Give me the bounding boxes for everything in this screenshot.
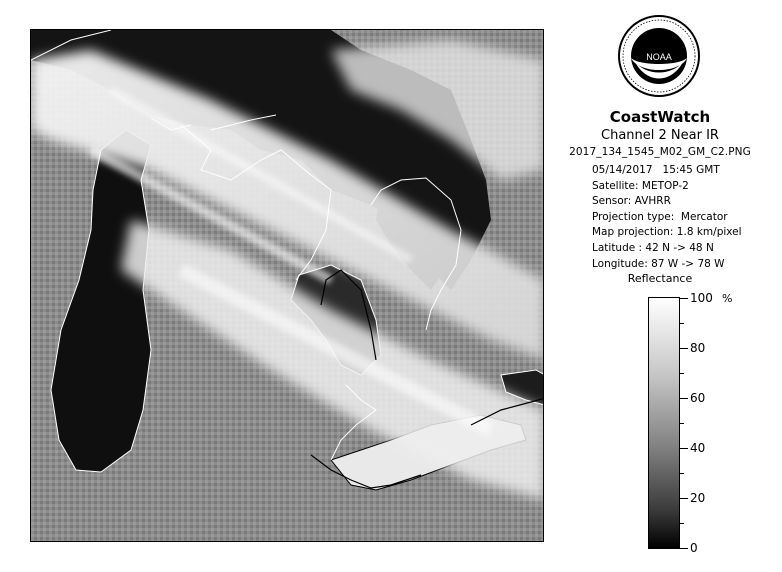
colorbar-minor-tick (680, 473, 684, 474)
latitude-text: Latitude : 42 N -> 48 N (592, 241, 714, 254)
brand-title: CoastWatch (609, 108, 711, 126)
colorbar-unit: % (722, 292, 733, 305)
colorbar-tick-label: 20 (690, 491, 706, 505)
satellite-text: Satellite: METOP-2 (592, 179, 689, 192)
colorbar-minor-tick (680, 423, 684, 424)
colorbar-tick-label: 60 (690, 391, 706, 405)
colorbar-tick-label: 0 (690, 541, 698, 555)
satellite-map[interactable] (30, 29, 544, 542)
colorbar-minor-tick (680, 523, 684, 524)
map-image (31, 30, 544, 542)
map-projection-text: Map projection: 1.8 km/pixel (592, 226, 742, 239)
colorbar-major-tick (680, 298, 688, 299)
colorbar-major-tick (680, 448, 688, 449)
file-name: 2017_134_1545_M02_GM_C2.PNG (569, 146, 751, 158)
reflectance-colorbar (648, 297, 680, 549)
noaa-logo-text: NOAA (646, 52, 672, 62)
colorbar-title: Reflectance (627, 272, 693, 285)
colorbar-tick-label: 80 (690, 341, 706, 355)
colorbar-tick-label: 100 (690, 291, 713, 305)
sensor-text: Sensor: AVHRR (592, 195, 671, 208)
colorbar-major-tick (680, 398, 688, 399)
projection-type-text: Projection type: Mercator (592, 210, 728, 223)
metadata-panel (592, 163, 742, 272)
datetime-text: 05/14/2017 15:45 GMT (592, 164, 720, 176)
product-name: Channel 2 Near IR (601, 128, 719, 143)
colorbar-major-tick (680, 548, 688, 549)
colorbar-tick-label: 40 (690, 441, 706, 455)
colorbar-major-tick (680, 498, 688, 499)
colorbar-minor-tick (680, 373, 684, 374)
colorbar-major-tick (680, 348, 688, 349)
noaa-emblem-icon (617, 14, 701, 98)
colorbar-minor-tick (680, 323, 684, 324)
noaa-logo (617, 14, 701, 98)
longitude-text: Longitude: 87 W -> 78 W (592, 257, 725, 270)
